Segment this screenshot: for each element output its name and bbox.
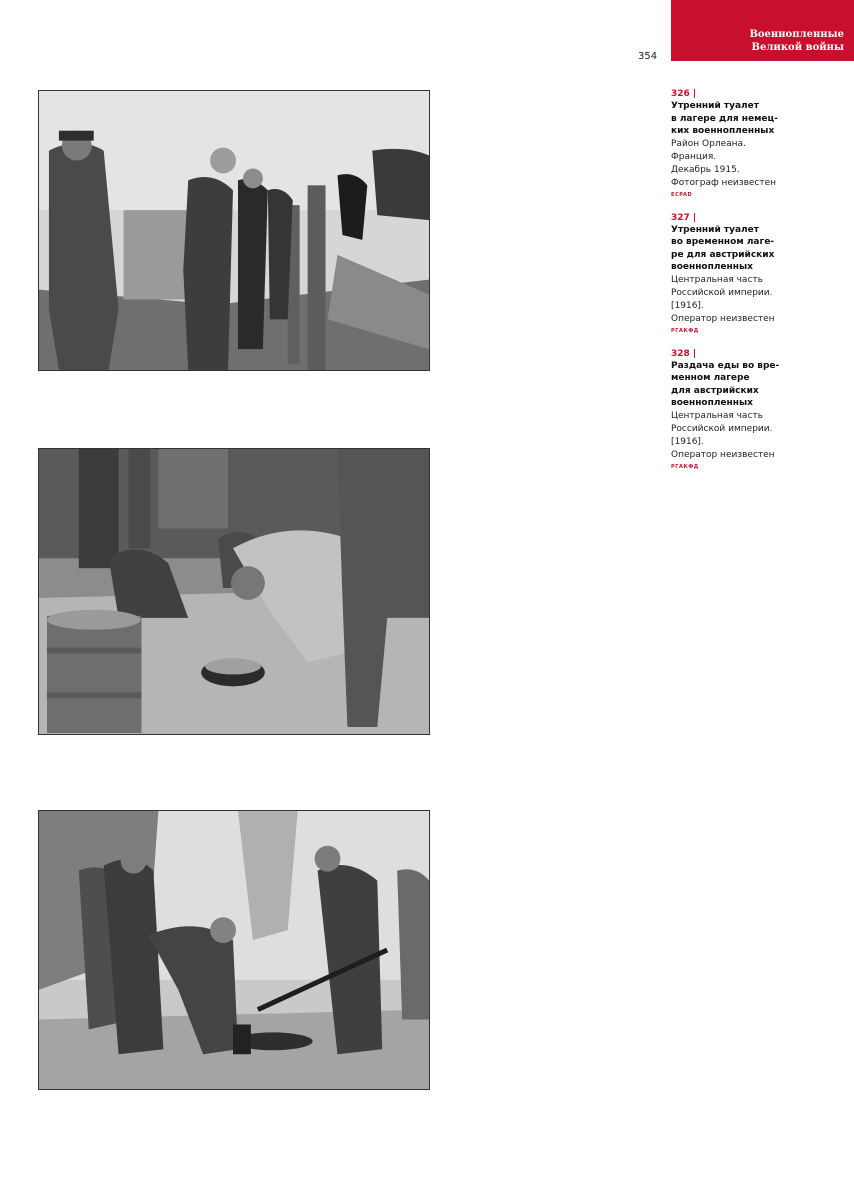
caption-source: РГАКФД: [671, 327, 699, 334]
section-tab-line2: Великой войны: [751, 42, 844, 53]
caption-detail: Центральная часть Российской империи. [1916]. Оператор неизвестен: [671, 410, 775, 460]
photo-326: [38, 90, 430, 371]
caption-detail: Центральная часть Российской империи. [1916]. Оператор неизвестен: [671, 274, 775, 324]
page-number: 354: [638, 51, 658, 62]
photo-328: [38, 810, 430, 1090]
caption-column: [671, 88, 781, 484]
caption-326: [671, 88, 781, 198]
photo-327: [38, 448, 430, 735]
caption-title: Раздача еды во вре- менном лагере для австрийских военнопленных: [671, 360, 780, 408]
caption-source: ECPAD: [671, 191, 693, 198]
caption-number: 327 |: [671, 212, 697, 223]
caption-title: Утренний туалет во временном лаге- ре для австрийских военнопленных: [671, 224, 775, 272]
caption-number: 326 |: [671, 89, 697, 99]
caption-327: [671, 212, 781, 334]
caption-number: 328 |: [671, 348, 697, 359]
section-tab: [671, 0, 854, 61]
caption-328: [671, 348, 781, 470]
caption-detail: Район Орлеана. Франция. Декабрь 1915. Фотограф неизвестен: [671, 138, 777, 188]
caption-source: РГАКФД: [671, 463, 699, 470]
section-tab-line1: Военнопленные: [749, 29, 844, 40]
caption-title: Утренний туалет в лагере для немец- ких военнопленных: [671, 101, 778, 136]
